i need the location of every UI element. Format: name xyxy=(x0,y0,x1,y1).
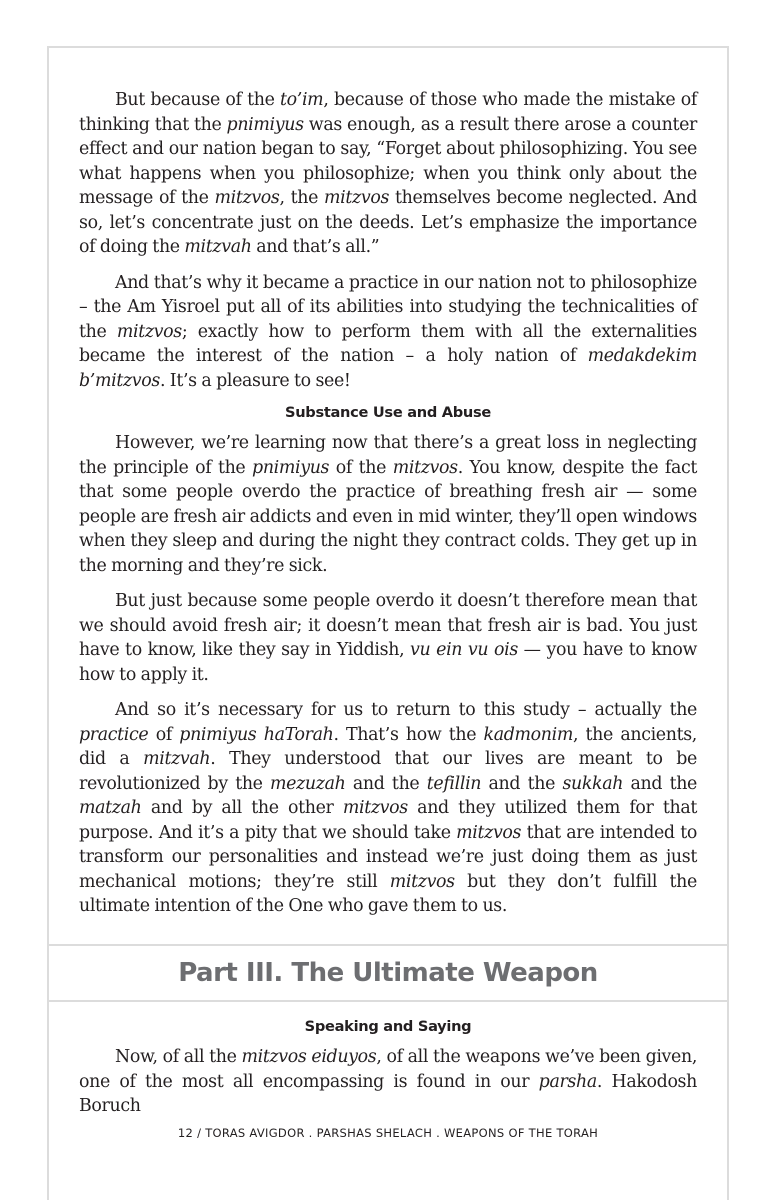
body-paragraph: But because of the to’im, because of those who made the mistake of thinking that the pnimiyus was enough, as a result there arose a counter effect and our nation began to say, “Forget about philosophizing. You see what happens when you philosophize; when you think only about the message of the mitzvos, the mitzvos themselves become neglected. And so, let’s concentrate just on the deeds. Let’s emphasize the importance of doing the mitzvah and that’s all.” xyxy=(79,90,697,257)
body-paragraph: Now, of all the mitzvos eiduyos, of all the weapons we’ve been given, one of the most all encompassing is found in our parsha. Hakodosh Boruch xyxy=(79,1047,698,1116)
page-frame-top xyxy=(47,46,729,48)
page-frame-right xyxy=(727,46,729,1200)
page-frame-left xyxy=(47,46,49,1200)
part-title: Part III. The Ultimate Weapon xyxy=(178,958,598,988)
main-text-block xyxy=(79,88,697,930)
body-paragraph: And so it’s necessary for us to return to this study – actually the practice of pnimiyus haTorah. That’s how the kadmonim, the ancients, did a mitzvah. They understood that our lives are meant to be revolutionized by the mezuzah and the tefillin and the sukkah and the matzah and by all the other mitzvos and they utilized them for that purpose. And it’s a pity that we should take mitzvos that are intended to transform our personalities and instead we’re just doing them as just mechanical motions; they’re still mitzvos but they don’t fulfill the ultimate intention of the One who gave them to us. xyxy=(79,700,697,916)
body-paragraph: And that’s why it became a practice in our nation not to philosophize – the Am Yisroel put all of its abilities into studying the technicalities of the mitzvos; exactly how to perform them with all the externalities became the interest of the nation – a holy nation of medakdekim b’mitzvos. It’s a pleasure to see! xyxy=(79,272,697,391)
section-heading: Speaking and Saying xyxy=(304,1018,472,1035)
body-paragraph: However, we’re learning now that there’s a great loss in neglecting the principle of the pnimiyus of the mitzvos. You know, despite the fact that some people overdo the practice of breathing fresh air — some people are fresh air addicts and even in mid winter, they’ll open windows when they sleep and during the night they contract colds. They get up in the morning and they’re sick. xyxy=(79,433,697,576)
body-paragraph: But just because some people overdo it doesn’t therefore mean that we should avoid fresh air; it doesn’t mean that fresh air is bad. You just have to know, like they say in Yiddish, vu ein vu ois — you have to know how to apply it. xyxy=(79,591,697,685)
continued-text-block xyxy=(79,1014,697,1130)
page-footer: 12 / TORAS AVIGDOR . PARSHAS SHELACH . WEAPONS OF THE TORAH xyxy=(177,1126,599,1140)
section-heading: Substance Use and Abuse xyxy=(285,404,491,421)
part-title-band xyxy=(47,944,729,1002)
